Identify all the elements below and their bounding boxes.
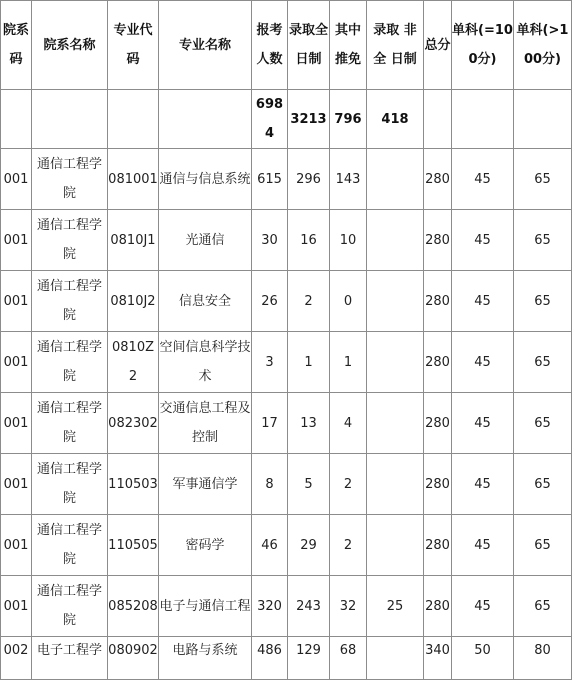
cell-major-code: 080902 (108, 637, 159, 680)
cell-dept-code: 001 (1, 271, 32, 332)
cell-major-name: 密码学 (159, 515, 252, 576)
cell-dept-code: 001 (1, 210, 32, 271)
totals-empty-cell (32, 90, 108, 149)
table-row (1, 271, 572, 332)
header-total-score: 总分 (424, 1, 452, 90)
cell-single-gt100: 65 (514, 210, 572, 271)
header-admit-part: 录取 非全 日制 (367, 1, 424, 90)
cell-major-name: 空间信息科学技术 (159, 332, 252, 393)
cell-admit-part (367, 454, 424, 515)
cell-admit-full: 5 (288, 454, 330, 515)
cell-admit-part (367, 332, 424, 393)
cell-single-gt100: 80 (514, 637, 572, 680)
cell-admit-full: 243 (288, 576, 330, 637)
cell-exempt: 2 (330, 515, 367, 576)
cell-major-name: 交通信息工程及控制 (159, 393, 252, 454)
cell-major-code: 085208 (108, 576, 159, 637)
cell-admit-full: 2 (288, 271, 330, 332)
cell-applicants: 46 (252, 515, 288, 576)
total-admit-part: 418 (367, 90, 424, 149)
cell-dept-name: 电子工程学 (32, 637, 108, 680)
cell-major-code: 0810J2 (108, 271, 159, 332)
cell-major-name: 信息安全 (159, 271, 252, 332)
table-row (1, 576, 572, 637)
cell-total-score: 280 (424, 332, 452, 393)
totals-empty-cell (108, 90, 159, 149)
cell-admit-part: 25 (367, 576, 424, 637)
table-row (1, 637, 572, 680)
header-admit-full: 录取全日制 (288, 1, 330, 90)
cell-dept-code: 001 (1, 454, 32, 515)
cell-exempt: 143 (330, 149, 367, 210)
cell-single-gt100: 65 (514, 515, 572, 576)
header-dept-name: 院系名称 (32, 1, 108, 90)
cell-single-100: 50 (452, 637, 514, 680)
total-exempt: 796 (330, 90, 367, 149)
cell-admit-part (367, 515, 424, 576)
cell-single-gt100: 65 (514, 149, 572, 210)
cell-applicants: 26 (252, 271, 288, 332)
cell-dept-name: 通信工程学院 (32, 576, 108, 637)
cell-dept-code: 002 (1, 637, 32, 680)
table-row (1, 332, 572, 393)
cell-major-code: 081001 (108, 149, 159, 210)
cell-dept-name: 通信工程学院 (32, 454, 108, 515)
cell-admit-part (367, 393, 424, 454)
cell-total-score: 280 (424, 454, 452, 515)
header-single-gt100: 单科(>100分) (514, 1, 572, 90)
cell-admit-full: 129 (288, 637, 330, 680)
cell-total-score: 280 (424, 271, 452, 332)
totals-row (1, 90, 572, 149)
cell-major-code: 110505 (108, 515, 159, 576)
cell-total-score: 340 (424, 637, 452, 680)
cell-major-name: 电路与系统 (159, 637, 252, 680)
cell-dept-name: 通信工程学院 (32, 149, 108, 210)
totals-empty-cell (1, 90, 32, 149)
cell-major-name: 军事通信学 (159, 454, 252, 515)
cell-dept-name: 通信工程学院 (32, 515, 108, 576)
cell-single-gt100: 65 (514, 576, 572, 637)
totals-empty-cell (159, 90, 252, 149)
cell-applicants: 30 (252, 210, 288, 271)
cell-total-score: 280 (424, 393, 452, 454)
cell-dept-code: 001 (1, 332, 32, 393)
cell-dept-code: 001 (1, 393, 32, 454)
cell-single-100: 45 (452, 149, 514, 210)
cell-admit-part (367, 637, 424, 680)
cell-single-gt100: 65 (514, 454, 572, 515)
cell-single-100: 45 (452, 332, 514, 393)
cell-admit-full: 13 (288, 393, 330, 454)
cell-admit-full: 296 (288, 149, 330, 210)
header-applicants: 报考人数 (252, 1, 288, 90)
header-dept-code: 院系码 (1, 1, 32, 90)
cell-admit-full: 29 (288, 515, 330, 576)
cell-single-100: 45 (452, 454, 514, 515)
cell-total-score: 280 (424, 515, 452, 576)
table-row (1, 515, 572, 576)
cell-exempt: 0 (330, 271, 367, 332)
cell-major-code: 082302 (108, 393, 159, 454)
cell-exempt: 32 (330, 576, 367, 637)
cell-single-100: 45 (452, 576, 514, 637)
cell-dept-name: 通信工程学院 (32, 393, 108, 454)
cell-exempt: 1 (330, 332, 367, 393)
cell-admit-full: 16 (288, 210, 330, 271)
total-admit-full: 3213 (288, 90, 330, 149)
cell-dept-name: 通信工程学院 (32, 271, 108, 332)
cell-exempt: 2 (330, 454, 367, 515)
header-exempt: 其中推免 (330, 1, 367, 90)
cell-dept-name: 通信工程学院 (32, 332, 108, 393)
cell-dept-name: 通信工程学院 (32, 210, 108, 271)
cell-admit-part (367, 271, 424, 332)
cell-applicants: 3 (252, 332, 288, 393)
cell-applicants: 17 (252, 393, 288, 454)
cell-major-name: 电子与通信工程 (159, 576, 252, 637)
table-row (1, 393, 572, 454)
cell-total-score: 280 (424, 576, 452, 637)
cell-major-code: 0810Z2 (108, 332, 159, 393)
cell-single-gt100: 65 (514, 393, 572, 454)
cell-exempt: 4 (330, 393, 367, 454)
totals-empty-cell (452, 90, 514, 149)
cell-applicants: 615 (252, 149, 288, 210)
cell-single-100: 45 (452, 393, 514, 454)
header-row (1, 1, 572, 90)
cell-total-score: 280 (424, 149, 452, 210)
cell-exempt: 10 (330, 210, 367, 271)
table-row (1, 210, 572, 271)
table-body (1, 149, 572, 680)
cell-single-100: 45 (452, 515, 514, 576)
cell-admit-full: 1 (288, 332, 330, 393)
cell-dept-code: 001 (1, 576, 32, 637)
cell-admit-part (367, 149, 424, 210)
header-major-name: 专业名称 (159, 1, 252, 90)
cell-exempt: 68 (330, 637, 367, 680)
cell-single-100: 45 (452, 210, 514, 271)
header-single-100: 单科(=100分) (452, 1, 514, 90)
cell-single-100: 45 (452, 271, 514, 332)
cell-major-code: 110503 (108, 454, 159, 515)
cell-major-name: 光通信 (159, 210, 252, 271)
table-row (1, 454, 572, 515)
cell-applicants: 320 (252, 576, 288, 637)
cell-single-gt100: 65 (514, 271, 572, 332)
totals-empty-cell (424, 90, 452, 149)
cell-applicants: 486 (252, 637, 288, 680)
cell-total-score: 280 (424, 210, 452, 271)
totals-empty-cell (514, 90, 572, 149)
cell-admit-part (367, 210, 424, 271)
header-major-code: 专业代码 (108, 1, 159, 90)
cell-dept-code: 001 (1, 149, 32, 210)
table-row (1, 149, 572, 210)
total-applicants: 6984 (252, 90, 288, 149)
cell-dept-code: 001 (1, 515, 32, 576)
cell-major-code: 0810J1 (108, 210, 159, 271)
cell-single-gt100: 65 (514, 332, 572, 393)
cell-major-name: 通信与信息系统 (159, 149, 252, 210)
cell-applicants: 8 (252, 454, 288, 515)
